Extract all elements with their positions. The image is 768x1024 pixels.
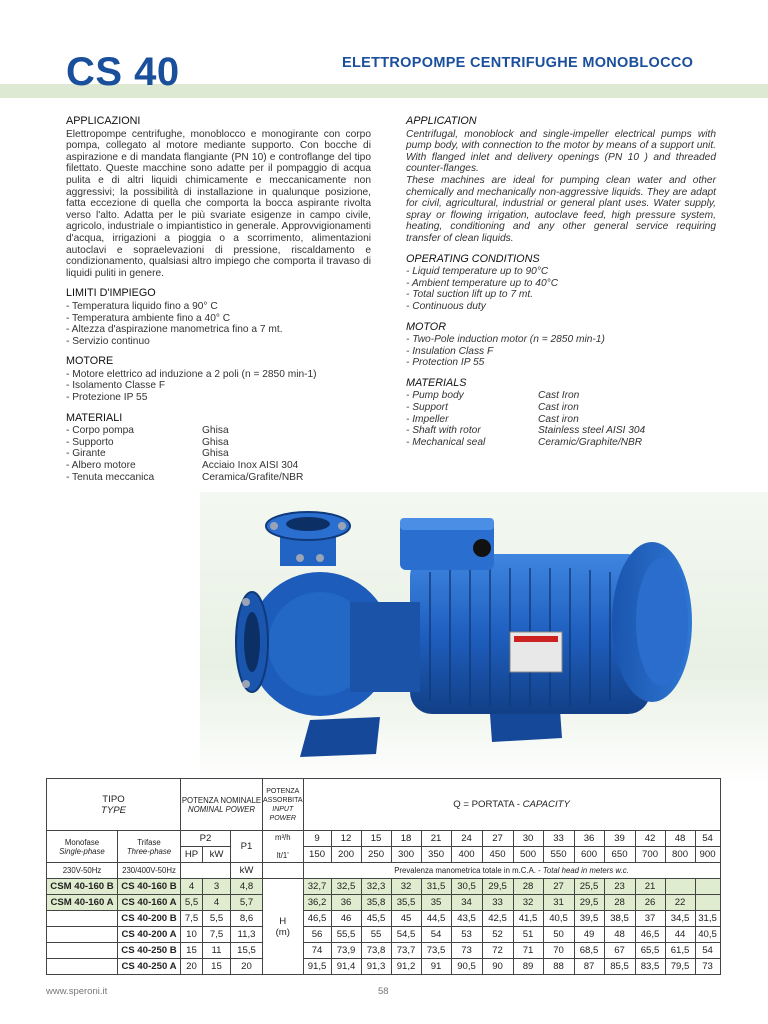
input-power-header xyxy=(263,779,304,831)
head-value: 73,7 xyxy=(391,943,421,959)
model-single-phase: CSM 40-160 B xyxy=(47,879,118,895)
head-value: 54 xyxy=(421,927,451,943)
head-value: 48 xyxy=(604,927,635,943)
head-value: 26 xyxy=(635,895,665,911)
table-row xyxy=(47,911,721,927)
head-value: 90,5 xyxy=(451,959,482,975)
q-lmin-cell: 450 xyxy=(482,847,513,863)
list-item: - Continuous duty xyxy=(406,300,486,312)
list-item: - Protection IP 55 xyxy=(406,357,485,369)
list-item: - Ambient temperature up to 40°C xyxy=(406,277,559,289)
hp-header: HP xyxy=(181,847,203,863)
model-three-phase: CS 40-160 B xyxy=(118,879,181,895)
q-lmin-cell: 700 xyxy=(635,847,665,863)
q-m3h-cell: 24 xyxy=(451,831,482,847)
material-value: Stainless steel AISI 304 xyxy=(538,425,646,437)
section-heading: OPERATING CONDITIONS xyxy=(406,252,540,265)
q-m3h-cell: 30 xyxy=(513,831,543,847)
material-value: Cast iron xyxy=(538,413,579,425)
head-value: 40,5 xyxy=(543,911,574,927)
motore-section xyxy=(66,356,371,403)
list-item: - Protezione IP 55 xyxy=(66,392,148,404)
material-row xyxy=(406,402,716,414)
head-value: 53 xyxy=(451,927,482,943)
material-value: Acciaio Inox AISI 304 xyxy=(202,460,299,472)
head-value: 68,5 xyxy=(574,943,604,959)
head-value: 42,5 xyxy=(482,911,513,927)
head-value: 88 xyxy=(543,959,574,975)
p1-value: 4,8 xyxy=(231,879,263,895)
head-value: 36,2 xyxy=(303,895,331,911)
head-value: 40,5 xyxy=(695,927,720,943)
kw-value: 4 xyxy=(203,895,231,911)
italian-column xyxy=(66,116,371,492)
model-single-phase xyxy=(47,911,118,927)
material-value: Ceramica/Grafite/NBR xyxy=(202,471,304,483)
q-lmin-cell: 600 xyxy=(574,847,604,863)
tipo-header xyxy=(47,779,181,831)
model-three-phase: CS 40-160 A xyxy=(118,895,181,911)
model-three-phase: CS 40-200 A xyxy=(118,927,181,943)
p1-value: 8,6 xyxy=(231,911,263,927)
total-head-note xyxy=(303,863,720,879)
capacity-header xyxy=(303,779,720,831)
material-part: - Albero motore xyxy=(66,460,136,472)
head-value: 89 xyxy=(513,959,543,975)
q-lmin-cell: 300 xyxy=(391,847,421,863)
model-single-phase xyxy=(47,959,118,975)
q-m3h-cell: 15 xyxy=(361,831,391,847)
head-value: 52 xyxy=(482,927,513,943)
head-value: 34,5 xyxy=(665,911,695,927)
q-m3h-cell: 42 xyxy=(635,831,665,847)
model-single-phase xyxy=(47,943,118,959)
material-part: - Support xyxy=(406,402,448,414)
kw-value: 3 xyxy=(203,879,231,895)
head-value: 54 xyxy=(695,943,720,959)
table-row xyxy=(47,943,721,959)
head-value: 32 xyxy=(513,895,543,911)
material-row xyxy=(406,425,716,437)
head-value xyxy=(665,879,695,895)
head-value: 22 xyxy=(665,895,695,911)
material-part: - Mechanical seal xyxy=(406,436,486,448)
hp-value: 5,5 xyxy=(181,895,203,911)
q-lmin-cell: 800 xyxy=(665,847,695,863)
head-value: 41,5 xyxy=(513,911,543,927)
potenza-nominale-label: POTENZA NOMINALE xyxy=(181,795,262,805)
q-lmin-cell: 350 xyxy=(421,847,451,863)
head-value: 73,5 xyxy=(421,943,451,959)
head-value: 73 xyxy=(451,943,482,959)
total-head-label: Total head in meters w.c. xyxy=(542,866,629,875)
list-item: - Liquid temperature up to 90°C xyxy=(406,266,549,278)
p2-header: P2 xyxy=(181,831,231,847)
p1-value: 20 xyxy=(231,959,263,975)
q-lmin-cell: 900 xyxy=(695,847,720,863)
p1-value: 15,5 xyxy=(231,943,263,959)
q-m3h-cell: 9 xyxy=(303,831,331,847)
head-value: 28 xyxy=(604,895,635,911)
material-part: - Supporto xyxy=(66,436,114,448)
head-value: 32,5 xyxy=(331,879,361,895)
material-part: - Pump body xyxy=(406,390,464,402)
p1-value: 5,7 xyxy=(231,895,263,911)
footer-url: www.speroni.it xyxy=(46,986,108,997)
q-m3h-cell: 18 xyxy=(391,831,421,847)
head-h-label: H xyxy=(279,915,287,927)
nominal-power-header xyxy=(181,779,263,831)
pump-photo xyxy=(200,492,768,784)
hp-value: 15 xyxy=(181,943,203,959)
head-value: 50 xyxy=(543,927,574,943)
head-value: 73,8 xyxy=(361,943,391,959)
list-item: - Motore elettrico ad induzione a 2 poli (n = 2850 min-1) xyxy=(66,368,317,380)
materials-section xyxy=(406,378,716,449)
table-header-row xyxy=(47,863,721,879)
head-value: 72 xyxy=(482,943,513,959)
head-value: 35 xyxy=(421,895,451,911)
head-value: 85,5 xyxy=(604,959,635,975)
head-value: 25,5 xyxy=(574,879,604,895)
kw-value: 15 xyxy=(203,959,231,975)
spacer-cell xyxy=(181,863,231,879)
material-part: - Impeller xyxy=(406,413,449,425)
head-value xyxy=(695,879,720,895)
head-value: 36 xyxy=(331,895,361,911)
material-row xyxy=(66,425,371,437)
head-value: 31,5 xyxy=(421,879,451,895)
monofase-label: Monofase xyxy=(64,837,100,847)
type-label: TYPE xyxy=(100,804,127,816)
head-value: 91,3 xyxy=(361,959,391,975)
portata-label: Q = PORTATA - xyxy=(453,799,523,810)
list-item: - Temperatura liquido fino a 90° C xyxy=(66,300,218,312)
page-subtitle: ELETTROPOMPE CENTRIFUGHE MONOBLOCCO xyxy=(342,55,694,71)
head-value: 61,5 xyxy=(665,943,695,959)
spacer-cell xyxy=(263,863,304,879)
kw-header: kW xyxy=(203,847,231,863)
p1-kw-header: kW xyxy=(231,863,263,879)
head-unit-label: (m) xyxy=(275,926,290,938)
head-value: 91 xyxy=(421,959,451,975)
head-value: 91,5 xyxy=(303,959,331,975)
list-item: - Insulation Class F xyxy=(406,345,494,357)
table-body xyxy=(47,879,721,975)
nominal-power-label: NOMINAL POWER xyxy=(187,804,255,814)
head-value: 44 xyxy=(665,927,695,943)
head-value: 33 xyxy=(482,895,513,911)
head-value: 32,3 xyxy=(361,879,391,895)
head-value: 51 xyxy=(513,927,543,943)
head-value: 87 xyxy=(574,959,604,975)
material-value: Ghisa xyxy=(202,436,229,448)
application-text: Centrifugal, monoblock and single-impeller electrical pumps with pump body, with connection to the motor by means of a support unit. With flanged inlet and delivery openings (PN 10 ) and threaded counter-flanges. xyxy=(406,128,716,175)
model-three-phase: CS 40-250 A xyxy=(118,959,181,975)
application-text: These machines are ideal for pumping clean water and other chemically and mechanically non-aggressive liquids. They are adapt for civil, agricultural, industrial or general plant uses. Water supply, spray or flowing irrigation, autoclave feed, high pressure system, heating, conditioning and any other general service requiring transfer of clean liquids. xyxy=(406,174,716,244)
head-value: 31 xyxy=(543,895,574,911)
applicazioni-text: Elettropompe centrifughe, monoblocco e monogirante con corpo pompa, collegato al motore mediante supporto. Con bocche di aspirazione e di mandata flangiante (PN 10) e controflange del tipo filettato. Queste macchine sono adatte per il pompaggio di acqua pulita e di altri liquidi chimicamente e meccanicamente non aggressivi; la possibilità di installazione in qualunque posizione, fatta eccezione di quella che comporta la bocca aspirante rivolta verso l'alto. Adatta per le più svariate esigenze in campo civile, agricolo, industriale o impiantistico in generale. Approvvigionamenti d'acqua, irrigazioni a pioggia o a scorrimento, alimentazioni autoclavi e sopraelevazioni di pressione, riscaldamento e condizionamento, qualsiasi altro impiego che comporta il travaso di liquidi puliti in genere. xyxy=(66,128,371,279)
voltage-three: 230/400V-50Hz xyxy=(118,863,181,879)
head-value: 38,5 xyxy=(604,911,635,927)
p1-header: P1 xyxy=(231,831,263,863)
head-value: 56 xyxy=(303,927,331,943)
list-item: - Servizio continuo xyxy=(66,335,150,347)
kw-value: 11 xyxy=(203,943,231,959)
material-row xyxy=(66,448,371,460)
head-value: 43,5 xyxy=(451,911,482,927)
model-single-phase: CSM 40-160 A xyxy=(47,895,118,911)
section-heading: LIMITI D'IMPIEGO xyxy=(66,287,156,300)
table-header-row xyxy=(47,779,721,831)
material-part: - Shaft with rotor xyxy=(406,425,481,437)
model-three-phase: CS 40-250 B xyxy=(118,943,181,959)
model-single-phase xyxy=(47,927,118,943)
q-lmin-cell: 250 xyxy=(361,847,391,863)
three-phase-header xyxy=(118,831,181,863)
single-phase-header xyxy=(47,831,118,863)
material-row xyxy=(66,460,371,472)
q-m3h-cell: 54 xyxy=(695,831,720,847)
head-value: 39,5 xyxy=(574,911,604,927)
head-value: 49 xyxy=(574,927,604,943)
head-value: 27 xyxy=(543,879,574,895)
operating-section xyxy=(406,254,716,313)
input-power-label: INPUT POWER xyxy=(269,805,296,822)
tipo-label: TIPO xyxy=(102,793,125,805)
applicazioni-section xyxy=(66,116,371,279)
q-m3h-cell: 21 xyxy=(421,831,451,847)
head-value: 32,7 xyxy=(303,879,331,895)
trifase-label: Trifase xyxy=(137,837,161,847)
head-value: 46 xyxy=(331,911,361,927)
material-value: Ghisa xyxy=(202,448,229,460)
head-value: 29,5 xyxy=(482,879,513,895)
section-heading: APPLICAZIONI xyxy=(66,115,141,127)
head-value: 55,5 xyxy=(331,927,361,943)
head-value: 46,5 xyxy=(303,911,331,927)
potenza-assorbita-label: POTENZA ASSORBITA xyxy=(263,787,303,804)
head-value: 45 xyxy=(391,911,421,927)
capacity-label: CAPACITY xyxy=(522,799,570,810)
head-value: 21 xyxy=(635,879,665,895)
head-value: 54,5 xyxy=(391,927,421,943)
q-m3h-cell: 36 xyxy=(574,831,604,847)
head-value: 90 xyxy=(482,959,513,975)
material-value: Cast iron xyxy=(538,402,579,414)
head-value: 70 xyxy=(543,943,574,959)
head-value: 91,2 xyxy=(391,959,421,975)
m3h-header xyxy=(263,831,304,863)
head-value: 73,9 xyxy=(331,943,361,959)
table-row xyxy=(47,895,721,911)
head-value: 67 xyxy=(604,943,635,959)
head-value: 29,5 xyxy=(574,895,604,911)
application-section xyxy=(406,116,716,245)
head-value: 79,5 xyxy=(665,959,695,975)
head-value: 46,5 xyxy=(635,927,665,943)
head-value: 91,4 xyxy=(331,959,361,975)
q-lmin-cell: 650 xyxy=(604,847,635,863)
head-value: 34 xyxy=(451,895,482,911)
prevalenza-label: Prevalenza manometrica totale in m.C.A. - xyxy=(394,866,543,875)
head-value: 28 xyxy=(513,879,543,895)
model-three-phase: CS 40-200 B xyxy=(118,911,181,927)
hp-value: 20 xyxy=(181,959,203,975)
head-value: 45,5 xyxy=(361,911,391,927)
q-lmin-cell: 500 xyxy=(513,847,543,863)
section-heading: APPLICATION xyxy=(406,115,477,127)
three-phase-label: Three-phase xyxy=(126,846,172,856)
q-lmin-cell: 200 xyxy=(331,847,361,863)
head-value xyxy=(695,895,720,911)
table-row xyxy=(47,879,721,895)
english-column xyxy=(406,116,716,457)
head-value: 44,5 xyxy=(421,911,451,927)
material-row xyxy=(406,390,716,402)
q-m3h-cell: 12 xyxy=(331,831,361,847)
hp-value: 7,5 xyxy=(181,911,203,927)
head-unit-cell xyxy=(263,879,304,975)
page-number: 58 xyxy=(378,986,389,997)
performance-table xyxy=(46,778,721,975)
kw-value: 5,5 xyxy=(203,911,231,927)
material-row xyxy=(66,437,371,449)
table-header-row xyxy=(47,831,721,847)
q-lmin-cell: 550 xyxy=(543,847,574,863)
material-row xyxy=(66,472,371,484)
limiti-section xyxy=(66,288,371,347)
q-m3h-cell: 48 xyxy=(665,831,695,847)
head-value: 23 xyxy=(604,879,635,895)
section-heading: MOTORE xyxy=(66,355,114,368)
p1-value: 11,3 xyxy=(231,927,263,943)
head-value: 31,5 xyxy=(695,911,720,927)
single-phase-label: Single-phase xyxy=(59,846,105,856)
hp-value: 10 xyxy=(181,927,203,943)
head-value: 71 xyxy=(513,943,543,959)
head-value: 35,5 xyxy=(391,895,421,911)
head-value: 32 xyxy=(391,879,421,895)
q-lmin-cell: 400 xyxy=(451,847,482,863)
list-item: - Altezza d'aspirazione manometrica fino a 7 mt. xyxy=(66,324,283,336)
q-lmin-cell: 150 xyxy=(303,847,331,863)
list-item: - Temperatura ambiente fino a 40° C xyxy=(66,312,231,324)
motor-section xyxy=(406,322,716,369)
head-value: 73 xyxy=(695,959,720,975)
material-row xyxy=(406,437,716,449)
material-row xyxy=(406,414,716,426)
q-m3h-cell: 39 xyxy=(604,831,635,847)
hp-value: 4 xyxy=(181,879,203,895)
section-heading: MOTOR xyxy=(406,320,446,333)
head-value: 74 xyxy=(303,943,331,959)
list-item: - Two-Pole induction motor (n = 2850 min-1) xyxy=(406,334,605,346)
head-value: 83,5 xyxy=(635,959,665,975)
material-value: Ceramic/Graphite/NBR xyxy=(538,436,643,448)
head-value: 35,8 xyxy=(361,895,391,911)
table-row xyxy=(47,927,721,943)
table-row xyxy=(47,959,721,975)
materiali-section xyxy=(66,413,371,484)
head-value: 55 xyxy=(361,927,391,943)
material-part: - Girante xyxy=(66,448,106,460)
q-m3h-cell: 27 xyxy=(482,831,513,847)
model-title: CS 40 xyxy=(66,50,180,94)
material-value: Ghisa xyxy=(202,425,229,437)
head-value: 37 xyxy=(635,911,665,927)
material-part: - Corpo pompa xyxy=(66,425,134,437)
kw-value: 7,5 xyxy=(203,927,231,943)
section-heading: MATERIALS xyxy=(406,376,467,389)
section-heading: MATERIALI xyxy=(66,411,123,424)
list-item: - Total suction lift up to 7 mt. xyxy=(406,289,534,301)
head-value: 65,5 xyxy=(635,943,665,959)
lmin-label: lt/1' xyxy=(276,851,289,860)
head-value: 30,5 xyxy=(451,879,482,895)
material-part: - Tenuta meccanica xyxy=(66,471,155,483)
m3h-label: m³/h xyxy=(274,833,291,842)
pump-illustration xyxy=(200,492,768,784)
q-m3h-cell: 33 xyxy=(543,831,574,847)
material-value: Cast Iron xyxy=(538,390,580,402)
list-item: - Isolamento Classe F xyxy=(66,380,166,392)
voltage-single: 230V-50Hz xyxy=(47,863,118,879)
